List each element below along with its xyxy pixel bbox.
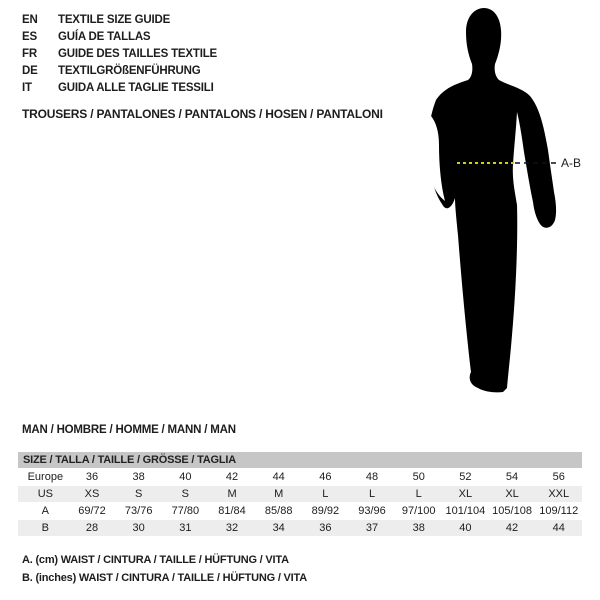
garment-heading: TROUSERS / PANTALONES / PANTALONS / HOSEN / PANTALONI [22,107,383,121]
language-code: IT [22,82,32,94]
table-cell: 97/100 [401,505,436,517]
table-cell: 34 [272,522,285,534]
table-cell: 105/108 [492,505,532,517]
table-cell: XS [84,488,100,500]
table-cell: 85/88 [264,505,293,517]
table-cell: 44 [552,522,565,534]
table-cell: 44 [272,471,285,483]
table-cell: M [227,488,237,500]
language-code: FR [22,48,37,60]
table-cell: 38 [412,522,425,534]
man-silhouette [400,0,600,400]
table-cell: L [322,488,329,500]
table-cell: S [135,488,143,500]
table-cell: 32 [225,522,239,534]
table-cell: S [181,488,190,500]
table-row-us [18,486,582,502]
language-row [22,80,217,97]
section-heading: MAN / HOMBRE / HOMME / MANN / MAN [22,424,236,436]
table-row-europe [18,469,582,485]
table-cell: 38 [132,471,145,483]
table-cell: 36 [85,471,99,483]
table-cell: L [368,488,376,500]
table-cell: 42 [225,471,239,483]
table-cell: 31 [179,522,192,534]
row-label: B [41,522,49,534]
table-cell: 73/76 [124,505,153,517]
table-cell: 109/112 [539,505,579,517]
table-cell: 81/84 [218,505,246,517]
table-cell: XL [458,488,473,500]
language-code: DE [22,65,38,77]
table-cell: 56 [552,471,565,483]
table-cell: 101/104 [445,505,486,517]
table-cell: 40 [179,471,192,483]
table-cell: XXL [548,488,570,500]
table-cell: 93/96 [358,505,386,517]
language-row [22,12,217,29]
language-label: TEXTILE SIZE GUIDE [58,14,171,26]
table-cell: 52 [459,471,472,483]
table-cell: 28 [85,522,99,534]
table-cell: 89/92 [311,505,340,517]
language-label: GUIDA ALLE TAGLIE TESSILI [58,82,214,94]
table-cell: 48 [365,471,379,483]
table-cell: 77/80 [171,505,200,517]
table-row-a-cm [18,503,582,519]
table-cell: 69/72 [78,505,106,517]
row-label: US [37,488,53,500]
measure-label: A-B [561,156,582,170]
table-cell: 30 [132,522,145,534]
row-label: Europe [27,471,64,483]
size-table-header: SIZE / TALLA / TAILLE / GRÖSSE / TAGLIA [18,452,582,468]
language-code: EN [22,14,38,26]
size-table [18,452,582,536]
table-cell: 50 [412,471,425,483]
language-label: GUÍA DE TALLAS [58,31,151,43]
table-cell: 37 [365,522,379,534]
table-cell: L [415,488,422,500]
footnote-b: B. (inches) WAIST / CINTURA / TAILLE / HÜFTUNG / VITA [22,572,307,584]
table-row-b-inches [18,520,582,536]
table-cell: M [274,488,284,500]
table-cell: 36 [319,522,332,534]
table-cell: 54 [505,471,519,483]
footnotes [22,551,307,587]
language-row [22,29,217,46]
language-list [22,12,217,97]
row-label: A [41,505,49,517]
table-cell: 40 [459,522,472,534]
language-label: GUIDE DES TAILLES TEXTILE [58,48,217,60]
table-cell: XL [505,488,519,500]
language-label: TEXTILGRÖßENFÜHRUNG [58,65,201,77]
table-cell: 42 [505,522,519,534]
language-row [22,63,217,80]
footnote-a: A. (cm) WAIST / CINTURA / TAILLE / HÜFTUNG / VITA [22,554,289,566]
table-cell: 46 [319,471,332,483]
language-row [22,46,217,63]
silhouette-shape [428,8,556,392]
language-code: ES [22,31,37,43]
